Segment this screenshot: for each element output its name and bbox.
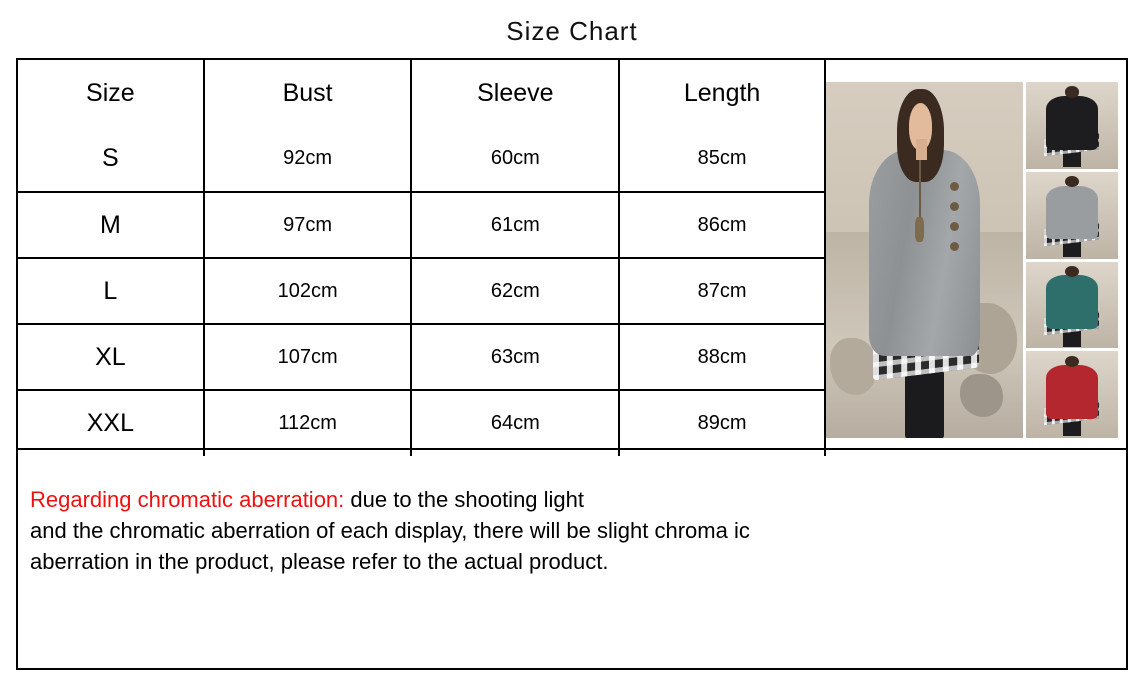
cell-sleeve: 61cm xyxy=(411,192,619,258)
table-row xyxy=(18,390,825,456)
thumb-dress xyxy=(1046,96,1098,150)
product-thumbnail-black[interactable] xyxy=(1026,82,1118,169)
button-icon xyxy=(950,182,959,191)
thumb-head xyxy=(1065,356,1080,367)
cell-length: 87cm xyxy=(619,258,825,324)
size-chart-frame xyxy=(16,58,1128,670)
cell-bust: 102cm xyxy=(204,258,412,324)
cell-size: S xyxy=(18,126,204,192)
note-line-1 xyxy=(30,484,1116,515)
table-header-row xyxy=(18,60,825,126)
note-line-1-rest: due to the shooting light xyxy=(344,487,585,512)
cell-bust: 92cm xyxy=(204,126,412,192)
button-icon xyxy=(950,202,959,211)
product-image-panel xyxy=(826,60,1126,448)
table-row xyxy=(18,192,825,258)
cell-length: 85cm xyxy=(619,126,825,192)
thumb-dress xyxy=(1046,365,1098,419)
column-header-bust: Bust xyxy=(204,60,412,126)
cell-bust: 112cm xyxy=(204,390,412,456)
cell-bust: 97cm xyxy=(204,192,412,258)
product-main-photo xyxy=(826,82,1023,438)
page-title: Size Chart xyxy=(506,16,638,46)
cell-size: M xyxy=(18,192,204,258)
cell-size: XL xyxy=(18,324,204,390)
cell-sleeve: 62cm xyxy=(411,258,619,324)
model-legs xyxy=(905,367,944,438)
column-header-length: Length xyxy=(619,60,825,126)
column-header-sleeve: Sleeve xyxy=(411,60,619,126)
note-highlight: Regarding chromatic aberration: xyxy=(30,487,345,512)
product-thumbnail-red[interactable] xyxy=(1026,351,1118,438)
table-row xyxy=(18,324,825,390)
product-thumbnail-strip xyxy=(1026,82,1118,438)
table-row xyxy=(18,126,825,192)
table-row xyxy=(18,258,825,324)
thumb-head xyxy=(1065,86,1080,97)
cell-size: XXL xyxy=(18,390,204,456)
product-thumbnail-teal[interactable] xyxy=(1026,262,1118,349)
photo-rock xyxy=(960,374,1003,417)
model-neck xyxy=(916,139,928,160)
chromatic-aberration-note xyxy=(18,450,1126,578)
button-icon xyxy=(950,242,959,251)
cell-sleeve: 63cm xyxy=(411,324,619,390)
cell-length: 86cm xyxy=(619,192,825,258)
thumb-dress xyxy=(1046,275,1098,329)
cell-sleeve: 64cm xyxy=(411,390,619,456)
dress-buttons xyxy=(950,182,958,275)
cell-sleeve: 60cm xyxy=(411,126,619,192)
cell-length: 88cm xyxy=(619,324,825,390)
cell-size: L xyxy=(18,258,204,324)
note-line-2: and the chromatic aberration of each display, there will be slight chroma ic xyxy=(30,518,750,544)
necklace-chain-icon xyxy=(919,160,929,224)
size-table xyxy=(18,60,826,456)
button-icon xyxy=(950,222,959,231)
necklace-pendant-icon xyxy=(915,217,925,242)
product-thumbnail-grey[interactable] xyxy=(1026,172,1118,259)
note-line-3: aberration in the product, please refer to the actual product. xyxy=(30,549,609,575)
cell-length: 89cm xyxy=(619,390,825,456)
thumb-dress xyxy=(1046,186,1098,240)
table-and-images-area xyxy=(18,60,1126,450)
column-header-size: Size xyxy=(18,60,204,126)
cell-bust: 107cm xyxy=(204,324,412,390)
